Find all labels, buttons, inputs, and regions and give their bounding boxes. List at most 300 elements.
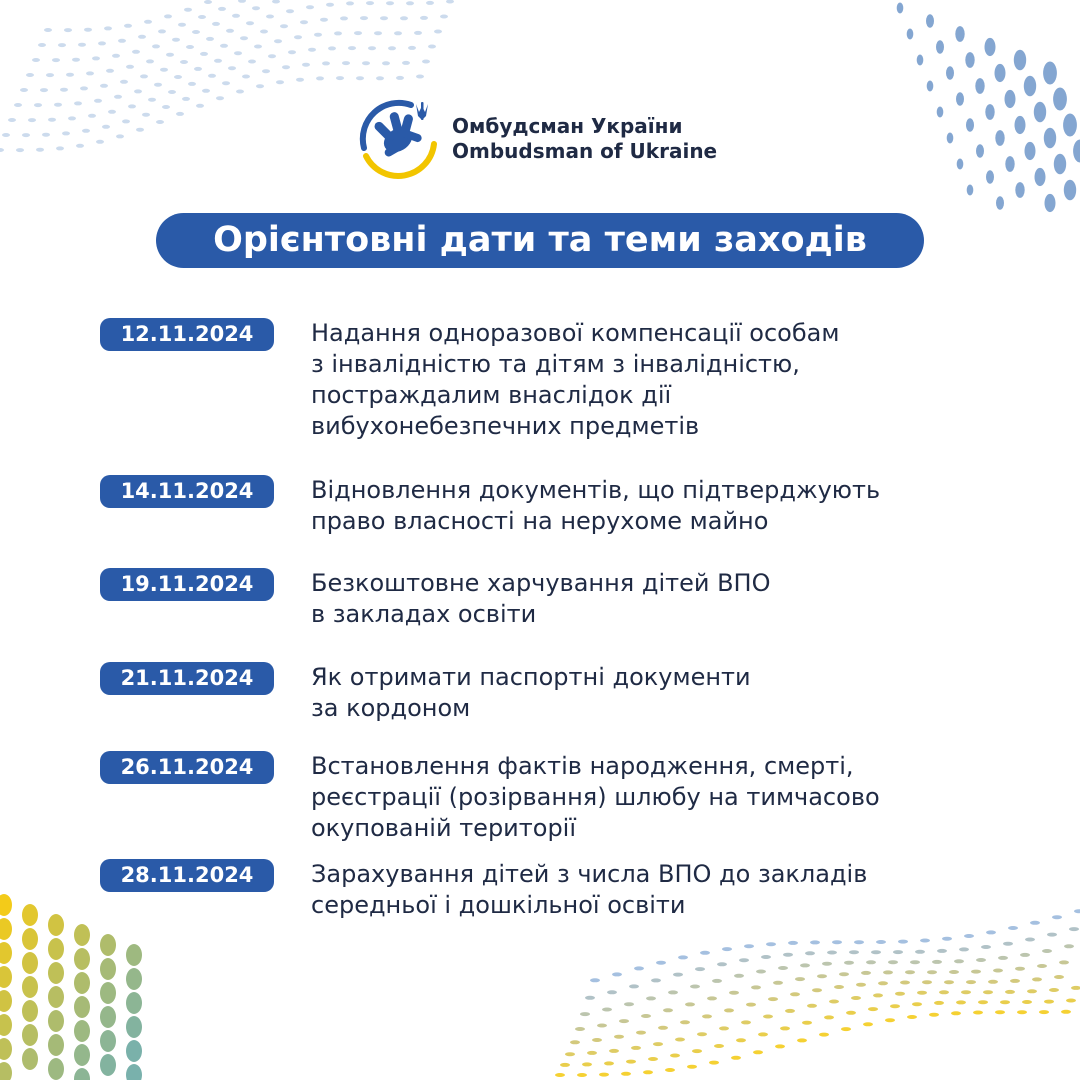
decor-dot xyxy=(807,1004,817,1008)
decor-dot xyxy=(376,76,384,80)
decor-dot xyxy=(854,940,864,944)
decor-dot xyxy=(138,35,146,39)
decor-dot xyxy=(1061,1010,1071,1014)
event-date-badge: 19.11.2024 xyxy=(100,568,274,601)
decor-dot xyxy=(336,76,344,80)
event-date-badge: 21.11.2024 xyxy=(100,662,274,695)
decor-dot xyxy=(242,75,250,79)
decor-dot xyxy=(334,31,342,35)
decor-dot xyxy=(120,80,128,84)
decor-dot xyxy=(136,128,144,132)
decor-dot xyxy=(260,30,268,34)
decor-dot xyxy=(32,58,40,62)
decor-dot xyxy=(700,951,710,955)
decor-dot xyxy=(48,1058,64,1080)
decor-dot xyxy=(186,45,194,49)
decor-dot xyxy=(140,74,148,78)
decor-dot xyxy=(1064,180,1076,201)
decor-dot xyxy=(1008,926,1018,930)
decor-dot xyxy=(16,148,24,152)
decor-dot xyxy=(134,89,142,93)
decor-dot xyxy=(802,1021,812,1025)
logo-text xyxy=(452,114,717,164)
decor-dot xyxy=(22,952,38,974)
decor-dot xyxy=(695,967,705,971)
decor-dot xyxy=(986,930,996,934)
decor-dot xyxy=(795,977,805,981)
decor-dot xyxy=(20,88,28,92)
decor-dot xyxy=(60,88,68,92)
decor-dot xyxy=(76,144,84,148)
decor-dot xyxy=(560,1063,570,1067)
event-date-badge: 12.11.2024 xyxy=(100,318,274,351)
decor-dot xyxy=(148,98,156,102)
decor-dot xyxy=(22,976,38,998)
decor-dot xyxy=(322,61,330,65)
decor-dot xyxy=(1074,909,1080,913)
decor-dot xyxy=(934,1001,944,1005)
decor-dot xyxy=(394,31,402,35)
decor-dot xyxy=(856,983,866,987)
decor-dot xyxy=(651,978,661,982)
decor-dot xyxy=(232,14,240,18)
decor-dot xyxy=(942,937,952,941)
decor-dot xyxy=(126,944,142,966)
decor-dot xyxy=(995,64,1006,82)
decor-dot xyxy=(0,1062,12,1080)
decor-dot xyxy=(314,33,322,37)
decor-dot xyxy=(122,119,130,123)
decor-dot xyxy=(182,97,190,101)
decor-dot xyxy=(22,1048,38,1070)
decor-dot xyxy=(585,996,595,1000)
decor-dot xyxy=(996,196,1004,209)
decor-dot xyxy=(1005,156,1014,172)
decor-dot xyxy=(981,945,991,949)
decor-dot xyxy=(88,114,96,118)
decor-dot xyxy=(631,1046,641,1050)
decor-dot xyxy=(985,38,996,56)
decor-dot xyxy=(176,112,184,116)
decor-dot xyxy=(100,1054,116,1076)
decor-dot xyxy=(74,924,90,946)
decor-dot xyxy=(44,28,52,32)
decor-dot xyxy=(22,904,38,926)
decor-dot xyxy=(348,46,356,50)
bottom-right-dot-wave xyxy=(555,909,1080,1077)
decor-dot xyxy=(302,63,310,67)
decor-dot xyxy=(734,974,744,978)
decor-dot xyxy=(188,82,196,86)
decor-dot xyxy=(824,1015,834,1019)
decor-dot xyxy=(832,940,842,944)
decor-dot xyxy=(719,1026,729,1030)
decor-dot xyxy=(164,14,172,18)
decor-dot xyxy=(626,1060,636,1064)
decor-dot xyxy=(1063,114,1077,137)
decor-dot xyxy=(82,129,90,133)
decor-dot xyxy=(0,942,12,964)
decor-dot xyxy=(926,14,934,27)
decor-dot xyxy=(839,972,849,976)
decor-dot xyxy=(174,75,182,79)
decor-dot xyxy=(988,980,998,984)
decor-dot xyxy=(907,1015,917,1019)
decor-dot xyxy=(785,1009,795,1013)
decor-dot xyxy=(434,30,442,34)
decor-dot xyxy=(14,103,22,107)
decor-dot xyxy=(883,970,893,974)
decor-dot xyxy=(300,20,308,24)
decor-dot xyxy=(964,934,974,938)
decor-dot xyxy=(773,981,783,985)
decor-dot xyxy=(172,38,180,42)
decor-dot xyxy=(966,980,976,984)
event-date-badge: 26.11.2024 xyxy=(100,751,274,784)
decor-dot xyxy=(1047,933,1057,937)
decor-dot xyxy=(893,950,903,954)
decor-dot xyxy=(154,83,162,87)
decor-dot xyxy=(146,59,154,63)
decor-dot xyxy=(702,1014,712,1018)
decor-dot xyxy=(22,928,38,950)
decor-dot xyxy=(975,78,984,94)
decor-dot xyxy=(812,988,822,992)
decor-dot xyxy=(68,116,76,120)
decor-dot xyxy=(382,61,390,65)
decor-dot xyxy=(1052,915,1062,919)
page-title: Орієнтовні дати та теми заходів xyxy=(156,213,924,268)
decor-dot xyxy=(86,71,94,75)
decor-dot xyxy=(152,44,160,48)
decor-dot xyxy=(84,28,92,32)
decor-dot xyxy=(580,1012,590,1016)
decor-dot xyxy=(609,1049,619,1053)
decor-dot xyxy=(72,58,80,62)
decor-dot xyxy=(194,67,202,71)
decor-dot xyxy=(612,972,622,976)
decor-dot xyxy=(790,992,800,996)
decor-dot xyxy=(74,948,90,970)
decor-dot xyxy=(440,15,448,19)
decor-dot xyxy=(888,960,898,964)
decor-dot xyxy=(1010,979,1020,983)
decor-dot xyxy=(0,894,12,916)
decor-dot xyxy=(142,113,150,117)
decor-dot xyxy=(62,131,70,135)
decor-dot xyxy=(917,55,924,66)
decor-dot xyxy=(1027,989,1037,993)
decor-dot xyxy=(2,133,10,137)
decor-dot xyxy=(861,971,871,975)
decor-dot xyxy=(731,1056,741,1060)
decor-dot xyxy=(400,16,408,20)
decor-dot xyxy=(100,934,116,956)
decor-dot xyxy=(238,0,246,3)
decor-dot xyxy=(116,134,124,138)
decor-dot xyxy=(178,23,186,27)
decor-dot xyxy=(204,0,212,4)
decor-dot xyxy=(1005,90,1016,108)
decor-dot xyxy=(144,20,152,24)
decor-dot xyxy=(228,66,236,70)
decor-dot xyxy=(208,74,216,78)
decor-dot xyxy=(675,1038,685,1042)
decor-dot xyxy=(1030,921,1040,925)
decor-dot xyxy=(1015,116,1026,134)
decor-dot xyxy=(810,940,820,944)
decor-dot xyxy=(114,95,122,99)
decor-dot xyxy=(915,950,925,954)
decor-dot xyxy=(961,990,971,994)
decor-dot xyxy=(380,16,388,20)
decor-dot xyxy=(48,938,64,960)
decor-dot xyxy=(1042,949,1052,953)
decor-dot xyxy=(673,973,683,977)
decor-dot xyxy=(905,970,915,974)
decor-dot xyxy=(98,41,106,45)
decor-dot xyxy=(0,966,12,988)
decor-dot xyxy=(834,985,844,989)
decor-dot xyxy=(871,950,881,954)
decor-dot xyxy=(746,1003,756,1007)
decor-dot xyxy=(687,1065,697,1069)
decor-dot xyxy=(26,73,34,77)
decor-dot xyxy=(118,39,126,43)
decor-dot xyxy=(8,118,16,122)
decor-dot xyxy=(414,31,422,35)
decor-dot xyxy=(428,45,436,49)
decor-dot xyxy=(296,78,304,82)
decor-dot xyxy=(653,1042,663,1046)
decor-dot xyxy=(74,1020,90,1042)
decor-dot xyxy=(360,16,368,20)
decor-dot xyxy=(944,980,954,984)
decor-dot xyxy=(354,31,362,35)
decor-dot xyxy=(162,105,170,109)
decor-dot xyxy=(866,960,876,964)
decor-dot xyxy=(849,950,859,954)
decor-dot xyxy=(783,953,793,957)
decor-dot xyxy=(206,37,214,41)
decor-dot xyxy=(555,1073,565,1077)
decor-dot xyxy=(863,1022,873,1026)
decor-dot xyxy=(446,0,454,4)
decor-dot xyxy=(184,8,192,12)
decor-dot xyxy=(326,3,334,7)
decor-dot xyxy=(722,947,732,951)
decor-dot xyxy=(717,962,727,966)
decor-dot xyxy=(272,0,280,4)
decor-dot xyxy=(1049,988,1059,992)
decor-dot xyxy=(266,15,274,19)
decor-dot xyxy=(844,961,854,965)
decor-dot xyxy=(1069,927,1079,931)
decor-dot xyxy=(592,1038,602,1042)
decor-dot xyxy=(78,43,86,47)
decor-dot xyxy=(577,1073,587,1077)
decor-dot xyxy=(226,29,234,33)
decor-dot xyxy=(1032,977,1042,981)
decor-dot xyxy=(1043,62,1057,85)
decor-dot xyxy=(788,941,798,945)
decor-dot xyxy=(624,1002,634,1006)
decor-dot xyxy=(985,104,994,120)
decor-dot xyxy=(34,103,42,107)
decor-dot xyxy=(1039,1010,1049,1014)
decor-dot xyxy=(374,31,382,35)
decor-dot xyxy=(168,90,176,94)
decor-dot xyxy=(52,58,60,62)
decor-dot xyxy=(910,960,920,964)
decor-dot xyxy=(402,61,410,65)
top-right-dot-wave xyxy=(897,3,1080,213)
decor-dot xyxy=(274,39,282,43)
decor-dot xyxy=(200,52,208,56)
decor-dot xyxy=(40,88,48,92)
decor-dot xyxy=(22,1000,38,1022)
decor-dot xyxy=(897,3,904,14)
decor-dot xyxy=(422,60,430,64)
decor-dot xyxy=(1035,168,1046,186)
decor-dot xyxy=(797,1038,807,1042)
decor-dot xyxy=(841,1027,851,1031)
decor-dot xyxy=(709,1061,719,1065)
decor-dot xyxy=(822,962,832,966)
decor-dot xyxy=(712,979,722,983)
decor-dot xyxy=(607,990,617,994)
decor-dot xyxy=(160,68,168,72)
decor-dot xyxy=(937,949,947,953)
decor-dot xyxy=(48,1010,64,1032)
event-topic: Зарахування дітей з числа ВПО до закладів середньої і дошкільної освіти xyxy=(311,860,868,919)
decor-dot xyxy=(36,148,44,152)
decor-dot xyxy=(629,984,639,988)
decor-dot xyxy=(876,940,886,944)
decor-dot xyxy=(66,73,74,77)
decor-dot xyxy=(306,5,314,9)
decor-dot xyxy=(248,60,256,64)
decor-dot xyxy=(236,90,244,94)
decor-dot xyxy=(1003,942,1013,946)
decor-dot xyxy=(0,148,4,152)
decor-dot xyxy=(978,1000,988,1004)
decor-dot xyxy=(0,918,12,940)
decor-dot xyxy=(126,992,142,1014)
event-topic: Відновлення документів, що підтверджують право власності на нерухоме майно xyxy=(311,476,881,535)
decor-dot xyxy=(426,1,434,5)
decor-dot xyxy=(873,993,883,997)
decor-dot xyxy=(636,1031,646,1035)
decor-dot xyxy=(819,1033,829,1037)
decor-dot xyxy=(912,1002,922,1006)
decor-dot xyxy=(1054,975,1064,979)
decor-dot xyxy=(846,1011,856,1015)
decor-dot xyxy=(0,990,12,1012)
decor-dot xyxy=(851,996,861,1000)
decor-dot xyxy=(922,980,932,984)
decor-dot xyxy=(234,51,242,55)
decor-dot xyxy=(890,1004,900,1008)
decor-dot xyxy=(766,942,776,946)
decor-dot xyxy=(240,36,248,40)
decor-dot xyxy=(362,61,370,65)
decor-dot xyxy=(214,59,222,63)
decor-dot xyxy=(64,28,72,32)
decor-dot xyxy=(998,956,1008,960)
decor-dot xyxy=(1022,1000,1032,1004)
decor-dot xyxy=(936,40,944,53)
decor-dot xyxy=(1024,76,1036,97)
decor-dot xyxy=(202,89,210,93)
decor-dot xyxy=(48,1034,64,1056)
decor-dot xyxy=(895,992,905,996)
decor-dot xyxy=(663,1008,673,1012)
decor-dot xyxy=(680,1020,690,1024)
decor-dot xyxy=(42,133,50,137)
decor-dot xyxy=(106,69,114,73)
decor-dot xyxy=(74,1044,90,1066)
decor-dot xyxy=(74,101,82,105)
decor-dot xyxy=(346,1,354,5)
decor-dot xyxy=(262,69,270,73)
decor-dot xyxy=(971,970,981,974)
decor-dot xyxy=(254,45,262,49)
decor-dot xyxy=(1066,999,1076,1003)
decor-dot xyxy=(947,133,954,144)
decor-dot xyxy=(1045,194,1056,212)
decor-dot xyxy=(951,1011,961,1015)
decor-dot xyxy=(54,103,62,107)
decor-dot xyxy=(641,1014,651,1018)
decor-dot xyxy=(741,1020,751,1024)
logo-line-ukrainian: Омбудсман України xyxy=(452,114,683,138)
decor-dot xyxy=(614,1035,624,1039)
decor-dot xyxy=(758,1032,768,1036)
decor-dot xyxy=(102,125,110,129)
decor-dot xyxy=(328,46,336,50)
decor-dot xyxy=(356,76,364,80)
decor-dot xyxy=(100,982,116,1004)
decor-dot xyxy=(697,1032,707,1036)
decor-dot xyxy=(218,7,226,11)
decor-dot xyxy=(222,81,230,85)
decor-dot xyxy=(575,1027,585,1031)
decor-dot xyxy=(22,1024,38,1046)
decor-dot xyxy=(956,1000,966,1004)
decor-dot xyxy=(643,1070,653,1074)
decor-dot xyxy=(707,996,717,1000)
decor-dot xyxy=(416,75,424,79)
decor-dot xyxy=(599,1073,609,1077)
decor-dot xyxy=(46,73,54,77)
decor-dot xyxy=(957,159,964,170)
decor-dot xyxy=(276,80,284,84)
decor-dot xyxy=(100,1030,116,1052)
decor-dot xyxy=(927,970,937,974)
decor-dot xyxy=(898,940,908,944)
decor-dot xyxy=(956,92,964,105)
decor-dot xyxy=(316,76,324,80)
decor-dot xyxy=(587,1051,597,1055)
decor-dot xyxy=(678,955,688,959)
decor-dot xyxy=(920,939,930,943)
decor-dot xyxy=(729,991,739,995)
decor-dot xyxy=(48,986,64,1008)
decor-dot xyxy=(246,21,254,25)
decor-dot xyxy=(739,958,749,962)
decor-dot xyxy=(690,985,700,989)
